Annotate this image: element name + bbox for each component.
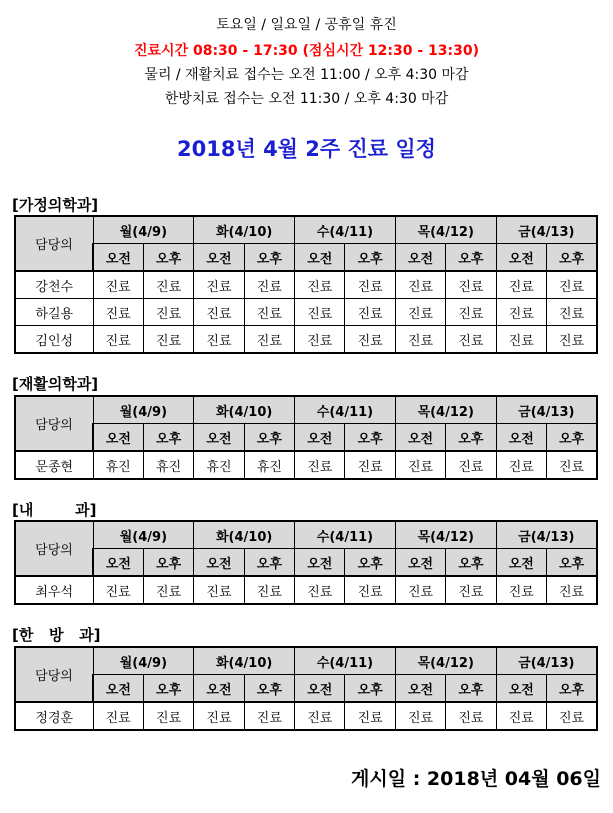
afternoon-header: 오후 (547, 244, 597, 272)
afternoon-header: 오후 (244, 549, 294, 577)
schedule-cell: 진료 (547, 326, 597, 354)
doctor-column-header: 담당의 (15, 647, 93, 702)
morning-header: 오전 (295, 549, 345, 577)
schedule-cell: 진료 (93, 326, 143, 354)
doctor-name: 최우석 (15, 576, 93, 604)
schedule-cell: 진료 (345, 299, 395, 326)
morning-header: 오전 (395, 424, 445, 452)
table-row (15, 299, 597, 326)
morning-header: 오전 (93, 244, 143, 272)
afternoon-header: 오후 (143, 424, 193, 452)
afternoon-header: 오후 (345, 424, 395, 452)
afternoon-header: 오후 (446, 424, 496, 452)
schedule-cell: 진료 (345, 576, 395, 604)
morning-header: 오전 (395, 675, 445, 703)
rehab-reception-notice: 물리 / 재활치료 접수는 오전 11:00 / 오후 4:30 마감 (144, 67, 469, 83)
morning-header: 오전 (194, 244, 244, 272)
schedule-cell: 진료 (345, 451, 395, 479)
day-header: 화(4/10) (194, 647, 295, 675)
schedule-cell: 휴진 (244, 451, 294, 479)
schedule-cell: 진료 (194, 326, 244, 354)
afternoon-header: 오후 (345, 244, 395, 272)
page-title: 2018년 4월 2주 진료 일정 (177, 137, 436, 161)
day-header: 수(4/11) (295, 216, 396, 244)
section-label-family-medicine: [가정의학과] (12, 196, 99, 214)
afternoon-header: 오후 (244, 244, 294, 272)
schedule-cell: 진료 (295, 299, 345, 326)
schedule-cell: 휴진 (93, 451, 143, 479)
section-label-internal-medicine: [내 과] (12, 501, 97, 519)
afternoon-header: 오후 (143, 549, 193, 577)
afternoon-header: 오후 (345, 549, 395, 577)
morning-header: 오전 (496, 549, 546, 577)
day-header: 월(4/9) (93, 521, 194, 549)
schedule-cell: 진료 (395, 271, 445, 299)
morning-header: 오전 (496, 675, 546, 703)
schedule-cell: 진료 (395, 326, 445, 354)
day-header: 화(4/10) (194, 396, 295, 424)
schedule-cell: 진료 (496, 326, 546, 354)
section-label-oriental-medicine: [한 방 과] (12, 626, 101, 644)
day-header: 목(4/12) (395, 521, 496, 549)
schedule-cell: 진료 (496, 299, 546, 326)
schedule-cell: 진료 (446, 299, 496, 326)
doctor-name: 문종현 (15, 451, 93, 479)
schedule-cell: 진료 (295, 451, 345, 479)
day-header: 수(4/11) (295, 521, 396, 549)
afternoon-header: 오후 (143, 675, 193, 703)
schedule-cell: 진료 (244, 702, 294, 730)
day-header: 목(4/12) (395, 216, 496, 244)
doctor-column-header: 담당의 (15, 396, 93, 451)
schedule-cell: 진료 (143, 702, 193, 730)
schedule-table-rehab-medicine (14, 395, 598, 480)
schedule-cell: 진료 (345, 271, 395, 299)
posting-date: 게시일 : 2018년 04월 06일 (351, 768, 601, 790)
day-header: 화(4/10) (194, 521, 295, 549)
table-row (15, 702, 597, 730)
afternoon-header: 오후 (244, 424, 294, 452)
day-header: 금(4/13) (496, 647, 597, 675)
schedule-cell: 진료 (93, 271, 143, 299)
schedule-cell: 진료 (345, 702, 395, 730)
day-header: 금(4/13) (496, 521, 597, 549)
schedule-cell: 진료 (547, 702, 597, 730)
schedule-cell: 진료 (194, 299, 244, 326)
morning-header: 오전 (93, 675, 143, 703)
afternoon-header: 오후 (345, 675, 395, 703)
morning-header: 오전 (395, 549, 445, 577)
schedule-cell: 진료 (446, 576, 496, 604)
schedule-cell: 진료 (295, 576, 345, 604)
schedule-cell: 진료 (547, 451, 597, 479)
schedule-cell: 진료 (143, 271, 193, 299)
schedule-cell: 진료 (496, 271, 546, 299)
schedule-cell: 휴진 (143, 451, 193, 479)
schedule-cell: 진료 (93, 702, 143, 730)
day-header: 화(4/10) (194, 216, 295, 244)
schedule-cell: 진료 (194, 576, 244, 604)
schedule-cell: 진료 (295, 702, 345, 730)
afternoon-header: 오후 (547, 424, 597, 452)
schedule-cell: 진료 (194, 271, 244, 299)
day-header: 금(4/13) (496, 396, 597, 424)
schedule-cell: 진료 (547, 299, 597, 326)
morning-header: 오전 (93, 549, 143, 577)
schedule-cell: 진료 (547, 576, 597, 604)
doctor-column-header: 담당의 (15, 216, 93, 271)
schedule-cell: 진료 (244, 326, 294, 354)
schedule-cell: 진료 (244, 576, 294, 604)
schedule-cell: 진료 (244, 271, 294, 299)
day-header: 수(4/11) (295, 396, 396, 424)
oriental-reception-notice: 한방치료 접수는 오전 11:30 / 오후 4:30 마감 (164, 91, 449, 107)
schedule-cell: 진료 (395, 299, 445, 326)
afternoon-header: 오후 (244, 675, 294, 703)
schedule-cell: 진료 (143, 299, 193, 326)
hours-notice: 진료시간 08:30 - 17:30 (점심시간 12:30 - 13:30) (134, 43, 479, 59)
section-label-rehab-medicine: [재활의학과] (12, 375, 99, 393)
schedule-cell: 진료 (446, 271, 496, 299)
afternoon-header: 오후 (547, 549, 597, 577)
table-row (15, 451, 597, 479)
morning-header: 오전 (194, 424, 244, 452)
table-row (15, 271, 597, 299)
schedule-cell: 진료 (496, 576, 546, 604)
day-header: 월(4/9) (93, 216, 194, 244)
morning-header: 오전 (295, 244, 345, 272)
schedule-cell: 진료 (395, 451, 445, 479)
schedule-cell: 진료 (295, 326, 345, 354)
day-header: 목(4/12) (395, 396, 496, 424)
table-row (15, 326, 597, 354)
morning-header: 오전 (496, 244, 546, 272)
doctor-name: 강천수 (15, 271, 93, 299)
schedule-cell: 진료 (194, 702, 244, 730)
schedule-cell: 휴진 (194, 451, 244, 479)
schedule-cell: 진료 (143, 576, 193, 604)
day-header: 금(4/13) (496, 216, 597, 244)
afternoon-header: 오후 (547, 675, 597, 703)
day-header: 월(4/9) (93, 396, 194, 424)
day-header: 월(4/9) (93, 647, 194, 675)
doctor-name: 하길용 (15, 299, 93, 326)
afternoon-header: 오후 (446, 244, 496, 272)
schedule-cell: 진료 (244, 299, 294, 326)
afternoon-header: 오후 (446, 549, 496, 577)
schedule-cell: 진료 (143, 326, 193, 354)
morning-header: 오전 (295, 424, 345, 452)
morning-header: 오전 (93, 424, 143, 452)
afternoon-header: 오후 (446, 675, 496, 703)
morning-header: 오전 (295, 675, 345, 703)
schedule-table-family-medicine (14, 215, 598, 354)
schedule-table-internal-medicine (14, 520, 598, 605)
schedule-cell: 진료 (547, 271, 597, 299)
closed-days-notice: 토요일 / 일요일 / 공휴일 휴진 (216, 17, 397, 33)
day-header: 목(4/12) (395, 647, 496, 675)
schedule-cell: 진료 (395, 576, 445, 604)
morning-header: 오전 (194, 549, 244, 577)
schedule-cell: 진료 (446, 451, 496, 479)
schedule-cell: 진료 (93, 299, 143, 326)
doctor-name: 정경훈 (15, 702, 93, 730)
schedule-cell: 진료 (496, 451, 546, 479)
doctor-name: 김인성 (15, 326, 93, 354)
schedule-table-oriental-medicine (14, 646, 598, 731)
afternoon-header: 오후 (143, 244, 193, 272)
schedule-cell: 진료 (496, 702, 546, 730)
morning-header: 오전 (194, 675, 244, 703)
schedule-cell: 진료 (345, 326, 395, 354)
day-header: 수(4/11) (295, 647, 396, 675)
morning-header: 오전 (496, 424, 546, 452)
schedule-cell: 진료 (395, 702, 445, 730)
doctor-column-header: 담당의 (15, 521, 93, 576)
schedule-cell: 진료 (446, 326, 496, 354)
schedule-cell: 진료 (295, 271, 345, 299)
schedule-cell: 진료 (93, 576, 143, 604)
table-row (15, 576, 597, 604)
morning-header: 오전 (395, 244, 445, 272)
schedule-cell: 진료 (446, 702, 496, 730)
